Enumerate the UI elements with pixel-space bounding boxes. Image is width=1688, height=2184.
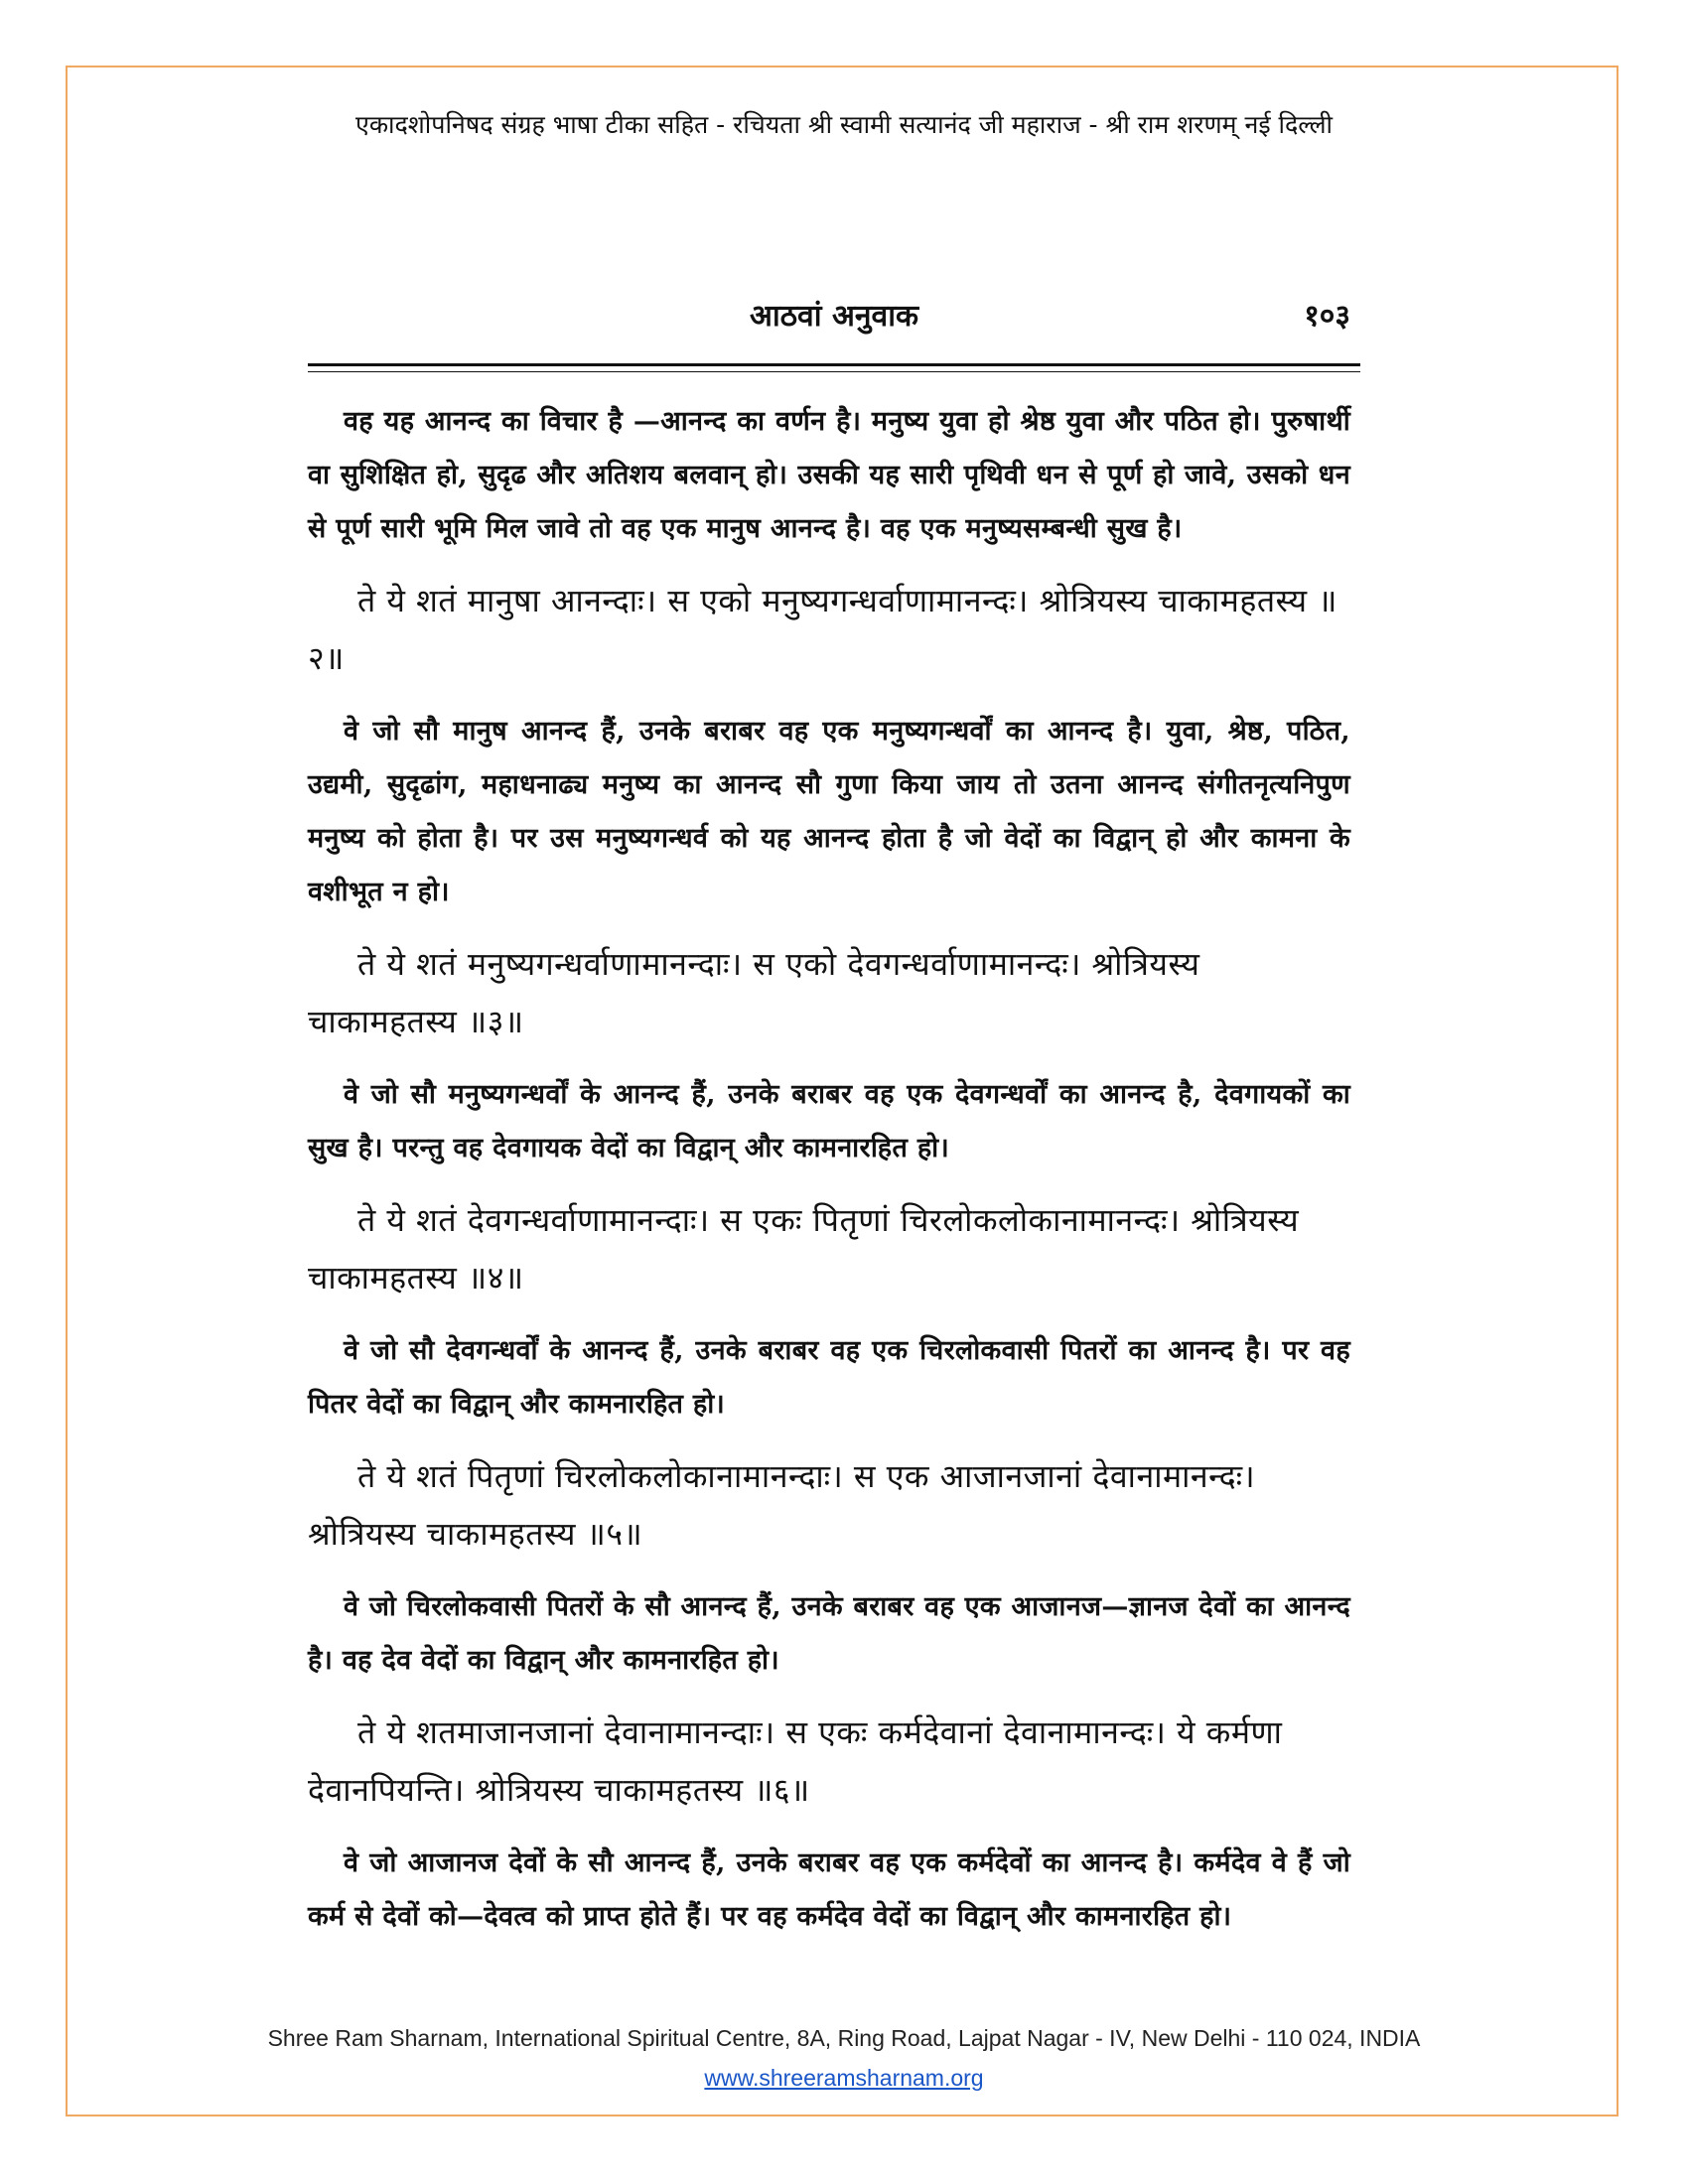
commentary-paragraph: वे जो आजानज देवों के सौ आनन्द हैं, उनके बराबर वह एक कर्मदेवों का आनन्द है। कर्मदेव वे हैं जो कर्म से देवों को—देवत्व को प्राप्त होते हैं। पर वह कर्मदेव वेदों का विद्वान् और कामनारहित हो। xyxy=(308,1847,1350,1932)
footer-address: Shree Ram Sharnam, International Spiritual Centre, 8A, Ring Road, Lajpat Nagar - IV, New Delhi - 110 024, INDIA xyxy=(267,2025,1421,2051)
sanskrit-verse: ते ये शतं मनुष्यगन्धर्वाणामानन्दाः। स एको देवगन्धर्वाणामानन्दः। श्रोत्रियस्य चाकामहतस्य ॥३॥ xyxy=(308,945,1200,1040)
sanskrit-verse: ते ये शतमाजानजानां देवानामानन्दाः। स एकः कर्मदेवानां देवानामानन्दः। ये कर्मणा देवानपियन्ति। श्रोत्रियस्य चाकामहतस्य ॥६॥ xyxy=(308,1713,1283,1809)
document-header: एकादशोपनिषद संग्रह भाषा टीका सहित - रचियता श्री स्वामी सत्यानंद जी महाराज - श्री राम शरणम् नई दिल्ली xyxy=(355,110,1333,139)
page-body xyxy=(308,395,1350,1960)
page-number: १०३ xyxy=(1304,299,1350,334)
sanskrit-verse: ते ये शतं मानुषा आनन्दाः। स एको मनुष्यगन्धर्वाणामानन्दः। श्रोत्रियस्य चाकामहतस्य ॥२॥ xyxy=(308,582,1337,677)
commentary-paragraph: वे जो सौ मानुष आनन्द हैं, उनके बराबर वह एक मनुष्यगन्धर्वों का आनन्द है। युवा, श्रेष्ठ, पठित, उद्यमी, सुदृढांग, महाधनाढ्य मनुष्य का आनन्द सौ गुणा किया जाय तो उतना आनन्द संगीतनृत्यनिपुण मनुष्य को होता है। पर उस मनुष्यगन्धर्व को यह आनन्द होता है जो वेदों का विद्वान् हो और कामना के वशीभूत न हो। xyxy=(308,716,1350,907)
commentary-paragraph: वह यह आनन्द का विचार है —आनन्द का वर्णन है। मनुष्य युवा हो श्रेष्ठ युवा और पठित हो। पुरुषार्थी वा सुशिक्षित हो, सुदृढ और अतिशय बलवान् हो। उसकी यह सारी पृथिवी धन से पूर्ण हो जावे, उसको धन से पूर्ण सारी भूमि मिल जावे तो वह एक मानुष आनन्द है। वह एक मनुष्यसम्बन्धी सुख है। xyxy=(308,406,1350,544)
website-link[interactable]: www.shreeramsharnam.org xyxy=(704,2065,984,2091)
chapter-title: आठवां अनुवाक xyxy=(749,299,919,334)
running-head xyxy=(298,294,1370,338)
scanned-page xyxy=(298,278,1370,1985)
header-rule-thin xyxy=(308,371,1360,372)
footer-link-wrapper xyxy=(0,2065,1688,2092)
sanskrit-verse: ते ये शतं पितृणां चिरलोकलोकानामानन्दाः। स एक आजानजानां देवानामानन्दः। श्रोत्रियस्य चाकामहतस्य ॥५॥ xyxy=(308,1457,1256,1553)
commentary-paragraph: वे जो सौ मनुष्यगन्धर्वों के आनन्द हैं, उनके बराबर वह एक देवगन्धर्वों का आनन्द है, देवगायकों का सुख है। परन्तु वह देवगायक वेदों का विद्वान् और कामनारहित हो। xyxy=(308,1079,1350,1163)
header-rule xyxy=(308,363,1360,366)
sanskrit-verse: ते ये शतं देवगन्धर्वाणामानन्दाः। स एकः पितृणां चिरलोकलोकानामानन्दः। श्रोत्रियस्य चाकामहतस्य ॥४॥ xyxy=(308,1201,1300,1297)
commentary-paragraph: वे जो सौ देवगन्धर्वों के आनन्द हैं, उनके बराबर वह एक चिरलोकवासी पितरों का आनन्द है। पर वह पितर वेदों का विद्वान् और कामनारहित हो। xyxy=(308,1335,1350,1420)
commentary-paragraph: वे जो चिरलोकवासी पितरों के सौ आनन्द हैं, उनके बराबर वह एक आजानज—ज्ञानज देवों का आनन्द है। वह देव वेदों का विद्वान् और कामनारहित हो। xyxy=(308,1591,1350,1676)
